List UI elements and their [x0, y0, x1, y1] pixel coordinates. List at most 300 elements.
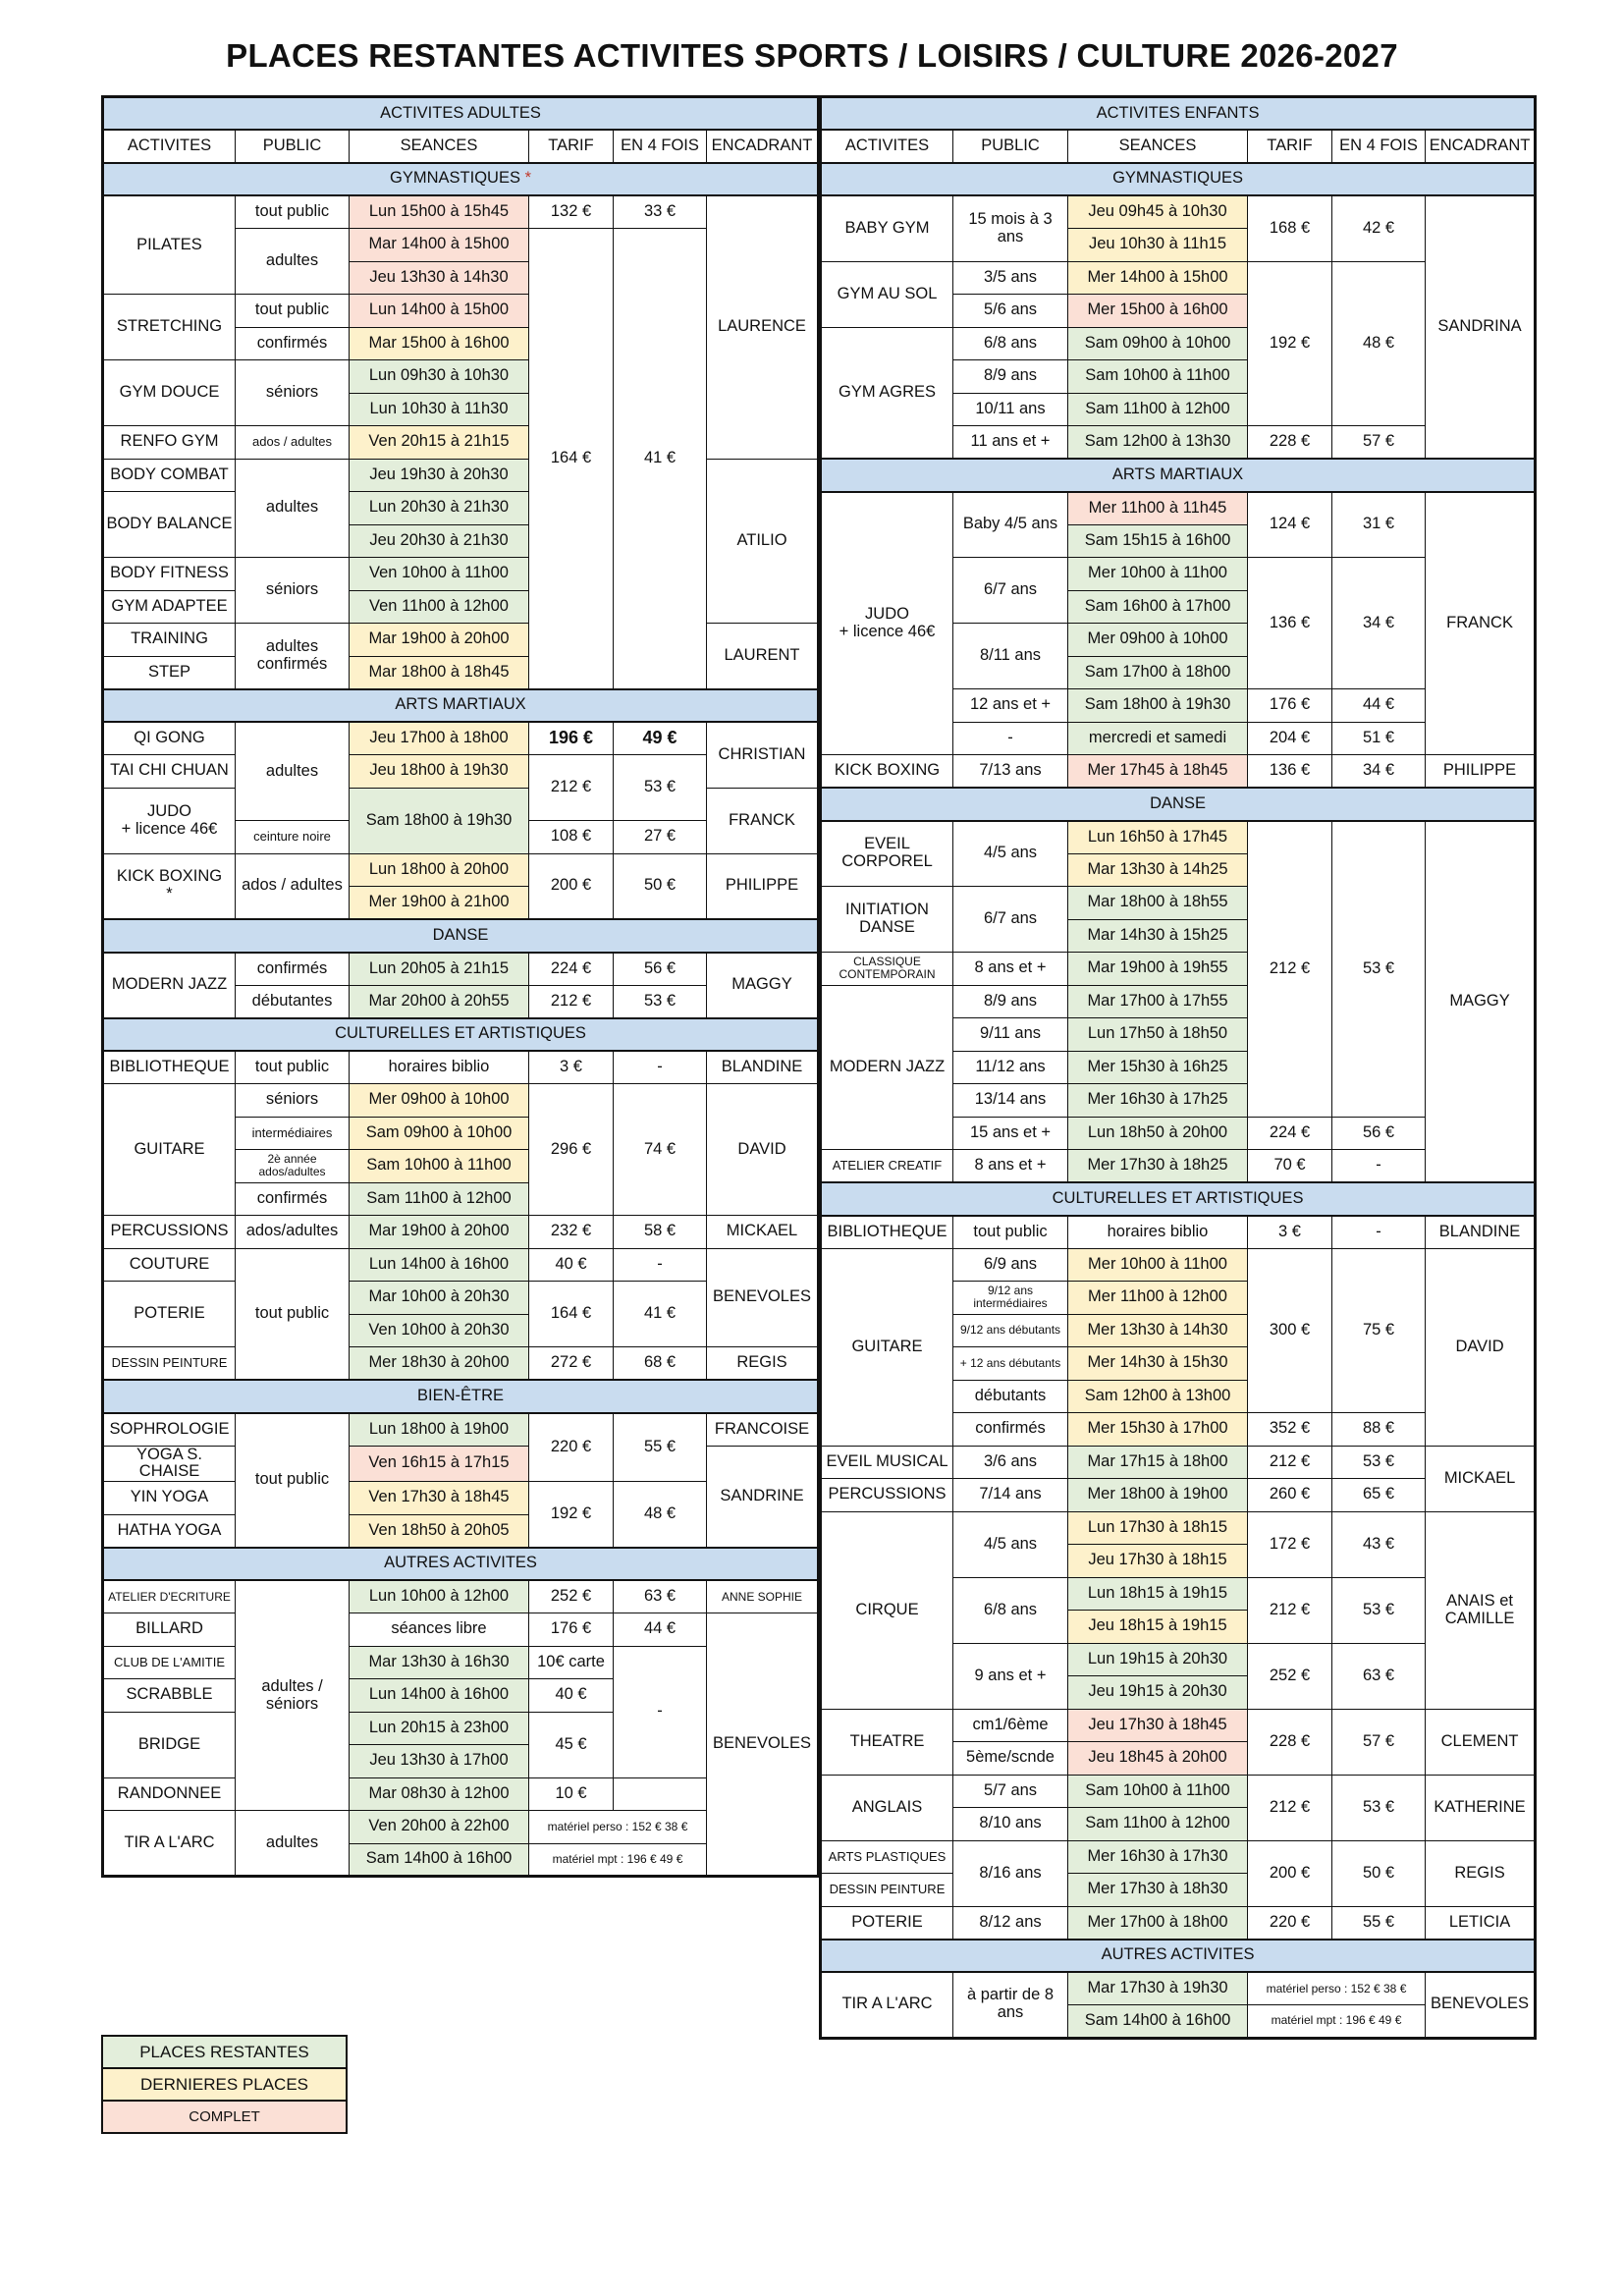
activity: PERCUSSIONS	[103, 1216, 236, 1249]
activity: SOPHROLOGIE	[103, 1413, 236, 1447]
encadrant: DAVID	[707, 1084, 819, 1216]
tarif-note: matériel mpt : 196 € 49 €	[529, 1843, 707, 1877]
public: adultes confirmés	[236, 624, 350, 689]
public: 8/10 ans	[953, 1808, 1068, 1841]
activity	[821, 492, 953, 755]
tarif: 224 €	[529, 953, 614, 986]
adult-activities-table	[101, 95, 820, 1878]
session: Lun 20h05 à 21h15	[350, 953, 529, 986]
session: Jeu 13h30 à 14h30	[350, 261, 529, 295]
asterisk: *	[524, 169, 531, 188]
en-4-fois: 53 €	[1332, 821, 1426, 1118]
session: Lun 18h15 à 19h15	[1068, 1577, 1248, 1611]
en-4-fois: 33 €	[614, 195, 707, 229]
activity: ARTS PLASTIQUES	[821, 1840, 953, 1874]
session: Sam 18h00 à 19h30	[350, 788, 529, 853]
en-4-fois: 56 €	[1332, 1117, 1426, 1150]
legend-places-restantes: PLACES RESTANTES	[102, 2036, 347, 2068]
activity: YOGA S. CHAISE	[103, 1446, 236, 1482]
public: 7/14 ans	[953, 1479, 1068, 1512]
col-tarif: TARIF	[529, 130, 614, 163]
session: Mar 17h30 à 19h30	[1068, 1972, 1248, 2005]
section-arts-martiaux: ARTS MARTIAUX	[103, 689, 819, 723]
public: 11 ans et +	[953, 426, 1068, 460]
session: Jeu 20h30 à 21h30	[350, 524, 529, 558]
activity: THEATRE	[821, 1709, 953, 1775]
section-culturelles: CULTURELLES ET ARTISTIQUES	[821, 1182, 1536, 1216]
tarif: 40 €	[529, 1679, 614, 1713]
tarif: 3 €	[529, 1051, 614, 1084]
public: 15 mois à 3 ans	[953, 195, 1068, 261]
session: Ven 10h00 à 20h30	[350, 1314, 529, 1347]
public: 8/9 ans	[953, 360, 1068, 394]
activity: POTERIE	[103, 1282, 236, 1347]
section-arts-martiaux: ARTS MARTIAUX	[821, 459, 1536, 492]
public: -	[953, 722, 1068, 755]
asterisk: *	[166, 885, 173, 903]
session: Mar 14h00 à 15h00	[350, 229, 529, 262]
session: Lun 10h00 à 12h00	[350, 1580, 529, 1613]
session: Lun 17h30 à 18h15	[1068, 1511, 1248, 1545]
session: Lun 19h15 à 20h30	[1068, 1643, 1248, 1676]
section-gymnastiques	[103, 163, 819, 196]
tarif: 176 €	[529, 1613, 614, 1647]
session: Ven 20h15 à 21h15	[350, 426, 529, 460]
session: Mar 15h00 à 16h00	[350, 327, 529, 360]
session: Lun 18h50 à 20h00	[1068, 1117, 1248, 1150]
col-activites: ACTIVITES	[821, 130, 953, 163]
public: 10/11 ans	[953, 393, 1068, 426]
session: Ven 18h50 à 20h05	[350, 1514, 529, 1548]
activity: BODY FITNESS	[103, 558, 236, 591]
activity: BIBLIOTHEQUE	[103, 1051, 236, 1084]
session: Mer 11h00 à 11h45	[1068, 492, 1248, 525]
encadrant: BENEVOLES	[707, 1613, 819, 1877]
public: 9 ans et +	[953, 1643, 1068, 1709]
tarif: 136 €	[1248, 755, 1332, 789]
activity: CLASSIQUE CONTEMPORAIN	[821, 953, 953, 986]
tarif: 164 €	[529, 1282, 614, 1347]
session: Ven 10h00 à 11h00	[350, 558, 529, 591]
session: Sam 10h00 à 11h00	[350, 1150, 529, 1183]
encadrant: SANDRINA	[1426, 195, 1536, 459]
session: Jeu 17h30 à 18h45	[1068, 1709, 1248, 1742]
activity-name: JUDO	[147, 801, 191, 820]
public: 9/11 ans	[953, 1018, 1068, 1052]
legend-complet: COMPLET	[102, 2101, 347, 2133]
tarif: 252 €	[1248, 1643, 1332, 1709]
public: tout public	[236, 295, 350, 328]
tarif: 176 €	[1248, 689, 1332, 723]
session: Sam 12h00 à 13h30	[1068, 426, 1248, 460]
session: Mar 10h00 à 20h30	[350, 1282, 529, 1315]
public: confirmés	[236, 953, 350, 986]
activity: GUITARE	[821, 1248, 953, 1446]
activity: BODY COMBAT	[103, 459, 236, 492]
tarif-note: matériel perso : 152 € 38 €	[529, 1811, 707, 1844]
tarif: 260 €	[1248, 1479, 1332, 1512]
activity: TRAINING	[103, 624, 236, 657]
public: 4/5 ans	[953, 1511, 1068, 1577]
activity: YIN YOGA	[103, 1482, 236, 1515]
public: tout public	[236, 1051, 350, 1084]
tarif: 192 €	[529, 1482, 614, 1548]
activity: CIRQUE	[821, 1511, 953, 1709]
en-4-fois: 48 €	[1332, 261, 1426, 426]
col-en-4-fois: EN 4 FOIS	[614, 130, 707, 163]
col-public: PUBLIC	[953, 130, 1068, 163]
activity: HATHA YOGA	[103, 1514, 236, 1548]
session: Mer 09h00 à 10h00	[1068, 624, 1248, 657]
activity: KICK BOXING	[821, 755, 953, 789]
en-4-fois: 53 €	[1332, 1577, 1426, 1643]
activity: ATELIER CREATIF	[821, 1150, 953, 1183]
activity: SCRABBLE	[103, 1679, 236, 1713]
public: intermédiaires	[236, 1117, 350, 1150]
encadrant: SANDRINE	[707, 1446, 819, 1548]
tarif: 108 €	[529, 821, 614, 854]
session: Lun 14h00 à 16h00	[350, 1679, 529, 1713]
session: Mar 17h15 à 18h00	[1068, 1446, 1248, 1479]
tarif: 212 €	[1248, 821, 1332, 1118]
col-seances: SEANCES	[1068, 130, 1248, 163]
en-4-fois: 34 €	[1332, 755, 1426, 789]
en-4-fois: 75 €	[1332, 1248, 1426, 1413]
en-4-fois: 58 €	[614, 1216, 707, 1249]
legend-dernieres-places: DERNIERES PLACES	[102, 2068, 347, 2101]
activity: BABY GYM	[821, 195, 953, 261]
tarif: 168 €	[1248, 195, 1332, 261]
activity: QI GONG	[103, 722, 236, 755]
encadrant: MICKAEL	[1426, 1446, 1536, 1511]
children-table-title: ACTIVITES ENFANTS	[821, 97, 1536, 131]
en-4-fois: 43 €	[1332, 1511, 1426, 1577]
public: confirmés	[236, 1182, 350, 1216]
tarif: 252 €	[529, 1580, 614, 1613]
session: Sam 11h00 à 12h00	[1068, 1808, 1248, 1841]
session: Lun 16h50 à 17h45	[1068, 821, 1248, 854]
section-danse: DANSE	[821, 788, 1536, 821]
tarif: 196 €	[529, 722, 614, 755]
session: Mer 10h00 à 11h00	[1068, 558, 1248, 591]
public: ados / adultes	[236, 853, 350, 919]
en-4-fois: 50 €	[1332, 1840, 1426, 1906]
en-4-fois: 27 €	[614, 821, 707, 854]
activity: MODERN JAZZ	[821, 985, 953, 1150]
public: cm1/6ème	[953, 1709, 1068, 1742]
activity: GUITARE	[103, 1084, 236, 1216]
session: horaires biblio	[1068, 1216, 1248, 1249]
public: 6/7 ans	[953, 558, 1068, 624]
public: ceinture noire	[236, 821, 350, 854]
tarif: 10€ carte	[529, 1646, 614, 1679]
session: Mer 16h30 à 17h25	[1068, 1084, 1248, 1118]
tarif: 164 €	[529, 229, 614, 689]
session: Lun 18h00 à 20h00	[350, 853, 529, 887]
en-4-fois: 51 €	[1332, 722, 1426, 755]
public: 8/16 ans	[953, 1840, 1068, 1906]
tarif: 232 €	[529, 1216, 614, 1249]
col-en-4-fois: EN 4 FOIS	[1332, 130, 1426, 163]
activity: DESSIN PEINTURE	[103, 1347, 236, 1381]
section-culturelles: CULTURELLES ET ARTISTIQUES	[103, 1018, 819, 1052]
encadrant: FRANCK	[707, 788, 819, 853]
en-4-fois: 48 €	[614, 1482, 707, 1548]
public: 8/12 ans	[953, 1906, 1068, 1940]
activity: BRIDGE	[103, 1712, 236, 1777]
activity: CLUB DE L'AMITIE	[103, 1646, 236, 1679]
tarif: 212 €	[1248, 1775, 1332, 1840]
section-bien-etre: BIEN-ÊTRE	[103, 1380, 819, 1413]
session: Mar 19h00 à 20h00	[350, 624, 529, 657]
en-4-fois: 53 €	[614, 985, 707, 1018]
activity-note: + licence 46€	[121, 819, 218, 838]
en-4-fois: 53 €	[614, 755, 707, 821]
encadrant: KATHERINE	[1426, 1775, 1536, 1840]
public: + 12 ans débutants	[953, 1347, 1068, 1381]
en-4-fois: 34 €	[1332, 558, 1426, 689]
session: Lun 20h15 à 23h00	[350, 1712, 529, 1745]
tarif: 136 €	[1248, 558, 1332, 689]
public: 11/12 ans	[953, 1051, 1068, 1084]
public: 4/5 ans	[953, 821, 1068, 887]
session: Mer 17h30 à 18h30	[1068, 1874, 1248, 1907]
session: Mer 16h30 à 17h30	[1068, 1840, 1248, 1874]
encadrant: CLEMENT	[1426, 1709, 1536, 1775]
header-row	[103, 130, 819, 163]
en-4-fois: 42 €	[1332, 195, 1426, 261]
tarif: 70 €	[1248, 1150, 1332, 1183]
session: Sam 15h15 à 16h00	[1068, 524, 1248, 558]
public: 8 ans et +	[953, 1150, 1068, 1183]
public: séniors	[236, 360, 350, 426]
section-gymnastiques: GYMNASTIQUES	[821, 163, 1536, 196]
activity: INITIATION DANSE	[821, 887, 953, 953]
encadrant: REGIS	[1426, 1840, 1536, 1906]
session: Sam 10h00 à 11h00	[1068, 1775, 1248, 1808]
activity: PILATES	[103, 195, 236, 295]
en-4-fois: -	[1332, 1150, 1426, 1183]
en-4-fois: 41 €	[614, 1282, 707, 1347]
tarif: 40 €	[529, 1248, 614, 1282]
session: séances libre	[350, 1613, 529, 1647]
activity-name: KICK BOXING	[116, 867, 223, 886]
tarif: 212 €	[529, 755, 614, 821]
encadrant: LETICIA	[1426, 1906, 1536, 1940]
session: Mer 14h30 à 15h30	[1068, 1347, 1248, 1381]
public: 8/9 ans	[953, 985, 1068, 1018]
tarif: 228 €	[1248, 1709, 1332, 1775]
en-4-fois: -	[614, 1646, 707, 1777]
activity: BODY BALANCE	[103, 492, 236, 558]
activity: BIBLIOTHEQUE	[821, 1216, 953, 1249]
public: séniors	[236, 558, 350, 624]
encadrant: MAGGY	[707, 953, 819, 1018]
tarif: 220 €	[1248, 1906, 1332, 1940]
session: Jeu 17h00 à 18h00	[350, 722, 529, 755]
session: Ven 16h15 à 17h15	[350, 1446, 529, 1482]
public: 3/5 ans	[953, 261, 1068, 295]
session: Sam 09h00 à 10h00	[350, 1117, 529, 1150]
activity	[103, 788, 236, 853]
public: 6/7 ans	[953, 887, 1068, 953]
session: Mar 14h30 à 15h25	[1068, 919, 1248, 953]
public: 6/8 ans	[953, 1577, 1068, 1643]
session: Mer 18h30 à 20h00	[350, 1347, 529, 1381]
activity: GYM ADAPTEE	[103, 590, 236, 624]
activity: ATELIER D'ECRITURE	[103, 1580, 236, 1613]
public: 8 ans et +	[953, 953, 1068, 986]
public: adultes	[236, 722, 350, 821]
activity: TAI CHI CHUAN	[103, 755, 236, 789]
tarif: 212 €	[1248, 1446, 1332, 1479]
tarif-note: matériel perso : 152 € 38 €	[1248, 1972, 1426, 2005]
public: débutantes	[236, 985, 350, 1018]
session: Mar 17h00 à 17h55	[1068, 985, 1248, 1018]
en-4-fois: 41 €	[614, 229, 707, 689]
public: 8/11 ans	[953, 624, 1068, 689]
activity: BILLARD	[103, 1613, 236, 1647]
col-activites: ACTIVITES	[103, 130, 236, 163]
activity: PERCUSSIONS	[821, 1479, 953, 1512]
session: Sam 14h00 à 16h00	[350, 1843, 529, 1877]
en-4-fois: 44 €	[614, 1613, 707, 1647]
encadrant: LAURENCE	[707, 195, 819, 459]
session: Mer 14h00 à 15h00	[1068, 261, 1248, 295]
session: Lun 14h00 à 15h00	[350, 295, 529, 328]
session: Mar 19h00 à 19h55	[1068, 953, 1248, 986]
activity: DESSIN PEINTURE	[821, 1874, 953, 1907]
session: Lun 14h00 à 16h00	[350, 1248, 529, 1282]
en-4-fois: 53 €	[1332, 1775, 1426, 1840]
session: Mer 13h30 à 14h30	[1068, 1314, 1248, 1347]
session: Mar 18h00 à 18h55	[1068, 887, 1248, 920]
en-4-fois: 57 €	[1332, 1709, 1426, 1775]
encadrant: PHILIPPE	[707, 853, 819, 919]
encadrant: REGIS	[707, 1347, 819, 1381]
encadrant: BLANDINE	[1426, 1216, 1536, 1249]
tarif: 224 €	[1248, 1117, 1332, 1150]
session: Mer 11h00 à 12h00	[1068, 1282, 1248, 1315]
session: Sam 10h00 à 11h00	[1068, 360, 1248, 394]
activity: TIR A L'ARC	[103, 1811, 236, 1877]
tarif: 212 €	[1248, 1577, 1332, 1643]
public: 15 ans et +	[953, 1117, 1068, 1150]
public: 5/6 ans	[953, 295, 1068, 328]
en-4-fois: 63 €	[1332, 1643, 1426, 1709]
section-autres: AUTRES ACTIVITES	[103, 1548, 819, 1581]
public: tout public	[236, 1413, 350, 1548]
tarif: 124 €	[1248, 492, 1332, 558]
session: Jeu 19h15 à 20h30	[1068, 1676, 1248, 1710]
en-4-fois: 63 €	[614, 1580, 707, 1613]
session: Sam 11h00 à 12h00	[1068, 393, 1248, 426]
session: Lun 10h30 à 11h30	[350, 393, 529, 426]
encadrant: BLANDINE	[707, 1051, 819, 1084]
public: 5ème/scnde	[953, 1742, 1068, 1776]
public: 13/14 ans	[953, 1084, 1068, 1118]
session: Mer 17h45 à 18h45	[1068, 755, 1248, 789]
encadrant: LAURENT	[707, 624, 819, 689]
session: Jeu 13h30 à 17h00	[350, 1745, 529, 1778]
en-4-fois: -	[614, 1051, 707, 1084]
public: ados / adultes	[236, 426, 350, 460]
public: 3/6 ans	[953, 1446, 1068, 1479]
session: Jeu 18h45 à 20h00	[1068, 1742, 1248, 1776]
session: Mar 18h00 à 18h45	[350, 656, 529, 689]
encadrant: BENEVOLES	[1426, 1972, 1536, 2038]
tarif: 172 €	[1248, 1511, 1332, 1577]
session: Mar 13h30 à 16h30	[350, 1646, 529, 1679]
col-tarif: TARIF	[1248, 130, 1332, 163]
tarif-note: matériel mpt : 196 € 49 €	[1248, 2005, 1426, 2039]
session: Mer 15h30 à 17h00	[1068, 1413, 1248, 1447]
activity: EVEIL MUSICAL	[821, 1446, 953, 1479]
encadrant: CHRISTIAN	[707, 722, 819, 788]
public: débutants	[953, 1380, 1068, 1413]
session: Sam 18h00 à 19h30	[1068, 689, 1248, 723]
en-4-fois: 31 €	[1332, 492, 1426, 558]
session: Mar 08h30 à 12h00	[350, 1777, 529, 1811]
tarif: 296 €	[529, 1084, 614, 1216]
public: 9/12 ans intermédiaires	[953, 1282, 1068, 1315]
public: 6/8 ans	[953, 327, 1068, 360]
public: 7/13 ans	[953, 755, 1068, 789]
en-4-fois: -	[614, 1248, 707, 1282]
session: Lun 15h00 à 15h45	[350, 195, 529, 229]
encadrant: MAGGY	[1426, 821, 1536, 1183]
public: séniors	[236, 1084, 350, 1118]
public: confirmés	[953, 1413, 1068, 1447]
encadrant: ANNE SOPHIE	[707, 1580, 819, 1613]
public: Baby 4/5 ans	[953, 492, 1068, 558]
public: 5/7 ans	[953, 1775, 1068, 1808]
public: 9/12 ans débutants	[953, 1314, 1068, 1347]
en-4-fois: -	[1332, 1216, 1426, 1249]
session: Jeu 18h00 à 19h30	[350, 755, 529, 789]
activity	[103, 853, 236, 919]
en-4-fois: 55 €	[1332, 1906, 1426, 1940]
encadrant: DAVID	[1426, 1248, 1536, 1446]
public: à partir de 8 ans	[953, 1972, 1068, 2038]
session: Mer 18h00 à 19h00	[1068, 1479, 1248, 1512]
session: Mer 10h00 à 11h00	[1068, 1248, 1248, 1282]
en-4-fois: 74 €	[614, 1084, 707, 1216]
en-4-fois: 49 €	[614, 722, 707, 755]
activity: EVEIL CORPOREL	[821, 821, 953, 887]
activity: STEP	[103, 656, 236, 689]
session: Sam 16h00 à 17h00	[1068, 590, 1248, 624]
col-encadrant: ENCADRANT	[1426, 130, 1536, 163]
public: 6/9 ans	[953, 1248, 1068, 1282]
session: Mar 13h30 à 14h25	[1068, 853, 1248, 887]
session: Lun 09h30 à 10h30	[350, 360, 529, 394]
session: Jeu 18h15 à 19h15	[1068, 1611, 1248, 1644]
en-4-fois: 50 €	[614, 853, 707, 919]
en-4-fois: 68 €	[614, 1347, 707, 1381]
encadrant: MICKAEL	[707, 1216, 819, 1249]
session: horaires biblio	[350, 1051, 529, 1084]
session: Lun 18h00 à 19h00	[350, 1413, 529, 1447]
activity: MODERN JAZZ	[103, 953, 236, 1018]
session: Mer 15h00 à 16h00	[1068, 295, 1248, 328]
page-title: PLACES RESTANTES ACTIVITES SPORTS / LOISIRS / CULTURE 2026-2027	[226, 37, 1398, 74]
status-legend	[101, 2035, 348, 2134]
session: Jeu 09h45 à 10h30	[1068, 195, 1248, 229]
en-4-fois: 55 €	[614, 1413, 707, 1482]
activity: ANGLAIS	[821, 1775, 953, 1840]
tarif: 272 €	[529, 1347, 614, 1381]
